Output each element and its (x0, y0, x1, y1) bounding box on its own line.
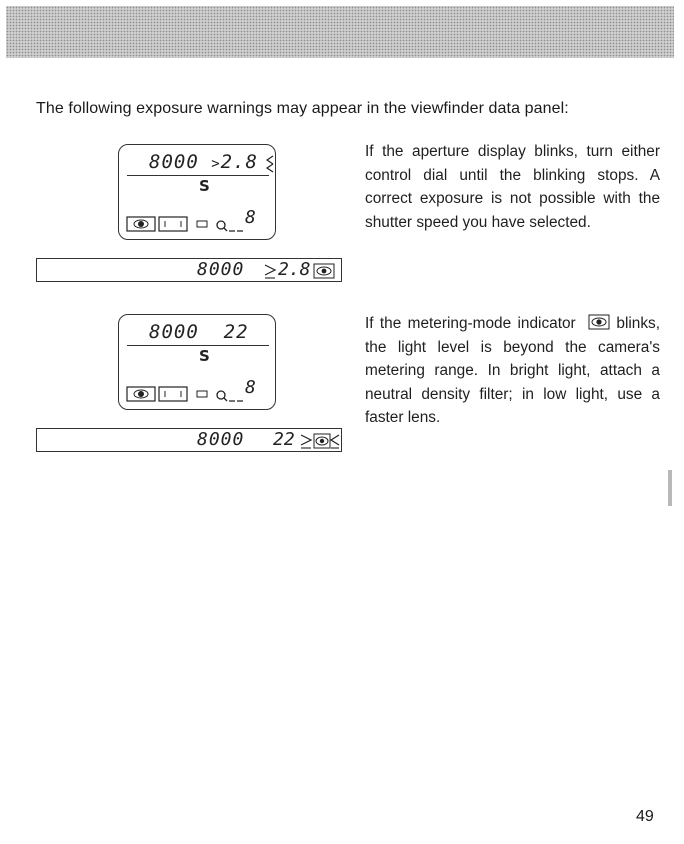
lcd-mode: S (199, 347, 210, 365)
strip-shutter-speed: 8000 (197, 429, 245, 450)
strip-shutter-speed: 8000 (197, 259, 245, 280)
lcd-divider (127, 345, 269, 346)
intro-text: The following exposure warnings may appear in the viewfinder data panel: (36, 100, 569, 117)
lcd-divider (127, 175, 269, 176)
viewfinder-strip-1 (36, 258, 342, 282)
page-number: 49 (636, 808, 654, 825)
metering-mode-icon (588, 313, 610, 331)
warning-text-1: If the aperture display blinks, turn either control dial until the blinking stops. A correct exposure is not possible with the shutter speed you have selected. (365, 143, 660, 231)
warning-text-2 (365, 312, 660, 430)
under-arrow-icon (329, 432, 341, 450)
lcd-frame-count: 8 (245, 207, 256, 228)
edge-scan-mark (668, 470, 672, 506)
lcd-shutter-speed: 8000 22 (149, 321, 249, 343)
lcd-frame-count: 8 (245, 377, 256, 398)
blink-mark-icon (265, 153, 275, 173)
header-band (6, 6, 674, 58)
over-arrow-icon (299, 432, 313, 450)
top-lcd-panel-2 (118, 314, 276, 410)
warning-text-2-body: blinks, the light level is beyond the camera's metering range. In bright light, attach a neutral density filter; in low light, use a faster lens. (365, 315, 661, 426)
warning-text-2-lead: If the metering-mode indicator (365, 315, 576, 332)
strip-aperture: 22 (273, 429, 295, 450)
strip-aperture: 2.8 (278, 259, 311, 280)
metering-mode-icon (313, 262, 335, 280)
lcd-icon-row (125, 207, 271, 233)
lcd-shutter-speed: 8000 >2.8 (149, 151, 258, 173)
lcd-mode: S (199, 177, 210, 195)
top-lcd-panel-1 (118, 144, 276, 240)
over-arrow-icon (263, 262, 277, 280)
lcd-icon-row (125, 377, 271, 403)
viewfinder-strip-2 (36, 428, 342, 452)
